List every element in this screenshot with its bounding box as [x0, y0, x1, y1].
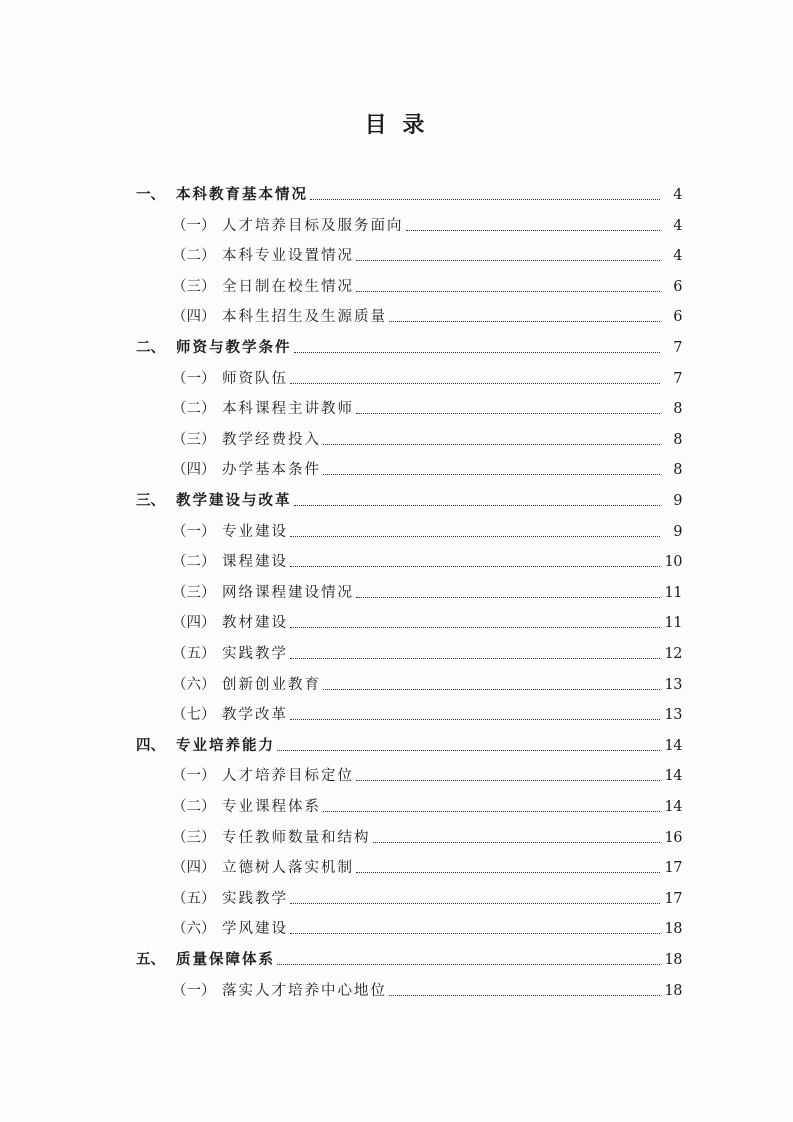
page-title: 目 录 [364, 113, 429, 138]
toc-page-number: 8 [673, 431, 682, 448]
dot-leader [356, 260, 660, 261]
toc-entry-number: （七） [172, 707, 216, 724]
dot-leader [290, 658, 660, 659]
dot-leader [356, 291, 660, 292]
toc-subsection-entry[interactable] [172, 304, 682, 326]
toc-subsection-entry[interactable] [172, 274, 682, 296]
toc-page-number: 4 [673, 187, 682, 203]
toc-entry-number: （一） [172, 370, 216, 387]
toc-page-number: 13 [664, 707, 682, 724]
toc-entry-number: 一、 [136, 186, 165, 203]
toc-entry-title: 实践教学 [222, 646, 288, 662]
toc-page-number: 6 [673, 309, 682, 326]
toc-subsection-entry[interactable] [172, 763, 682, 785]
toc-section-entry[interactable] [136, 733, 682, 755]
toc-entry-title: 人才培养目标定位 [222, 768, 354, 785]
toc-entry-number: （二） [172, 248, 216, 265]
toc-entry-title: 专业培养能力 [176, 736, 275, 754]
toc-entry-title: 本科教育基本情况 [176, 186, 308, 203]
toc-page-number: 6 [673, 278, 682, 295]
dot-leader [277, 750, 660, 751]
toc-page-number: 18 [664, 952, 682, 968]
toc-page-number: 14 [664, 799, 682, 815]
dot-leader [290, 719, 660, 720]
toc-page-number: 14 [664, 737, 682, 754]
toc-entry-number: 四、 [136, 736, 165, 754]
toc-subsection-entry[interactable] [172, 825, 682, 847]
toc-subsection-entry[interactable] [172, 213, 682, 235]
toc-entry-number: （六） [172, 676, 216, 693]
toc-subsection-entry[interactable] [172, 855, 682, 877]
toc-subsection-entry[interactable] [172, 886, 682, 908]
toc-entry-title: 立德树人落实机制 [222, 860, 354, 877]
toc-subsection-entry[interactable] [172, 916, 682, 938]
toc-entry-title: 创新创业教育 [222, 676, 321, 693]
toc-page-number: 9 [673, 493, 682, 509]
toc-entry-number: （五） [172, 890, 216, 907]
toc-page-number: 13 [664, 676, 682, 693]
toc-subsection-entry[interactable] [172, 366, 682, 388]
toc-entry-number: （一） [172, 523, 216, 540]
toc-section-entry[interactable] [136, 182, 682, 204]
toc-entry-title: 师资队伍 [222, 370, 288, 387]
toc-entry-number: （四） [172, 615, 216, 632]
toc-entry-number: 五、 [136, 951, 165, 968]
dot-leader [290, 933, 660, 934]
toc-entry-title: 专业课程体系 [222, 799, 321, 815]
toc-entry-number: 三、 [136, 492, 165, 509]
dot-leader [277, 964, 660, 965]
toc-entry-title: 全日制在校生情况 [222, 278, 354, 295]
dot-leader [323, 811, 660, 812]
toc-entry-title: 办学基本条件 [222, 462, 321, 479]
dot-leader [373, 842, 661, 843]
dot-leader [406, 230, 661, 231]
toc-page-number: 10 [664, 554, 682, 571]
dot-leader [290, 536, 660, 537]
dot-leader [290, 627, 660, 628]
toc-subsection-entry[interactable] [172, 243, 682, 265]
dot-leader [294, 352, 661, 353]
dot-leader [294, 505, 661, 506]
toc-entry-number: （一） [172, 217, 216, 234]
toc-entry-number: 二、 [136, 339, 165, 356]
toc-subsection-entry[interactable] [172, 580, 682, 602]
dot-leader [310, 199, 660, 200]
toc-page-number: 17 [664, 890, 682, 907]
toc-entry-title: 本科课程主讲教师 [222, 401, 354, 418]
dot-leader [356, 597, 660, 598]
toc-entry-title: 实践教学 [222, 890, 288, 907]
toc-subsection-entry[interactable] [172, 549, 682, 571]
toc-entry-number: （二） [172, 401, 216, 418]
toc-entry-title: 教材建设 [222, 615, 288, 632]
dot-leader [356, 872, 660, 873]
toc-entry-title: 落实人才培养中心地位 [222, 982, 387, 999]
toc-page-number: 18 [664, 921, 682, 938]
dot-leader [356, 780, 660, 781]
toc-entry-number: （二） [172, 799, 216, 815]
toc-entry-title: 教学建设与改革 [176, 492, 292, 509]
toc-entry-number: （四） [172, 860, 216, 877]
toc-entry-number: （三） [172, 829, 216, 846]
toc-entry-number: （三） [172, 431, 216, 448]
toc-entry-title: 师资与教学条件 [176, 339, 292, 356]
toc-page-number: 7 [673, 370, 682, 387]
toc-entry-number: （三） [172, 278, 216, 295]
dot-leader [290, 383, 660, 384]
toc-entry-title: 学风建设 [222, 921, 288, 938]
toc-page-number: 8 [673, 462, 682, 479]
dot-leader [323, 474, 660, 475]
toc-entry-title: 质量保障体系 [176, 951, 275, 968]
toc-subsection-entry[interactable] [172, 519, 682, 541]
toc-page-number: 9 [673, 523, 682, 540]
toc-entry-number: （一） [172, 982, 216, 999]
toc-subsection-entry[interactable] [172, 702, 682, 724]
toc-entry-number: （六） [172, 921, 216, 938]
toc-entry-title: 课程建设 [222, 554, 288, 571]
toc-page-number: 8 [673, 401, 682, 418]
toc-page-number: 12 [664, 646, 682, 662]
toc-entry-title: 本科生招生及生源质量 [222, 309, 387, 326]
toc-subsection-entry[interactable] [172, 427, 682, 449]
toc-section-entry[interactable] [136, 947, 682, 969]
toc-section-entry[interactable] [136, 335, 682, 357]
toc-page-number: 18 [664, 982, 682, 999]
toc-subsection-entry[interactable] [172, 641, 682, 663]
toc-entry-number: （四） [172, 309, 216, 326]
toc-entry-title: 专任教师数量和结构 [222, 829, 371, 846]
dot-leader [323, 444, 660, 445]
toc-entry-number: （三） [172, 584, 216, 601]
toc-entry-title: 教学改革 [222, 707, 288, 724]
toc-section-entry[interactable] [136, 488, 682, 510]
dot-leader [389, 321, 660, 322]
dot-leader [290, 903, 660, 904]
toc-page-number: 11 [664, 615, 682, 632]
toc-page-number: 11 [664, 584, 682, 601]
toc-entry-number: （二） [172, 554, 216, 571]
toc-entry-title: 网络课程建设情况 [222, 584, 354, 601]
dot-leader [389, 995, 660, 996]
toc-entry-title: 教学经费投入 [222, 431, 321, 448]
toc-page-number: 7 [673, 340, 682, 356]
toc-entry-number: （四） [172, 462, 216, 479]
toc-entry-number: （一） [172, 768, 216, 785]
toc-entry-title: 专业建设 [222, 523, 288, 540]
toc-entry-title: 人才培养目标及服务面向 [222, 217, 404, 234]
toc-page-number: 4 [673, 217, 682, 234]
toc-page-number: 4 [673, 248, 682, 265]
toc-subsection-entry[interactable] [172, 978, 682, 1000]
toc-page-number: 14 [664, 768, 682, 785]
dot-leader [356, 413, 660, 414]
toc-entry-title: 本科专业设置情况 [222, 248, 354, 265]
toc-subsection-entry[interactable] [172, 610, 682, 632]
toc-entry-number: （五） [172, 646, 216, 662]
toc-page-number: 17 [664, 860, 682, 877]
toc-subsection-entry[interactable] [172, 794, 682, 816]
dot-leader [290, 566, 660, 567]
toc-subsection-entry[interactable] [172, 457, 682, 479]
toc-page-number: 16 [664, 829, 682, 846]
toc-subsection-entry[interactable] [172, 396, 682, 418]
toc-subsection-entry[interactable] [172, 672, 682, 694]
dot-leader [323, 689, 660, 690]
